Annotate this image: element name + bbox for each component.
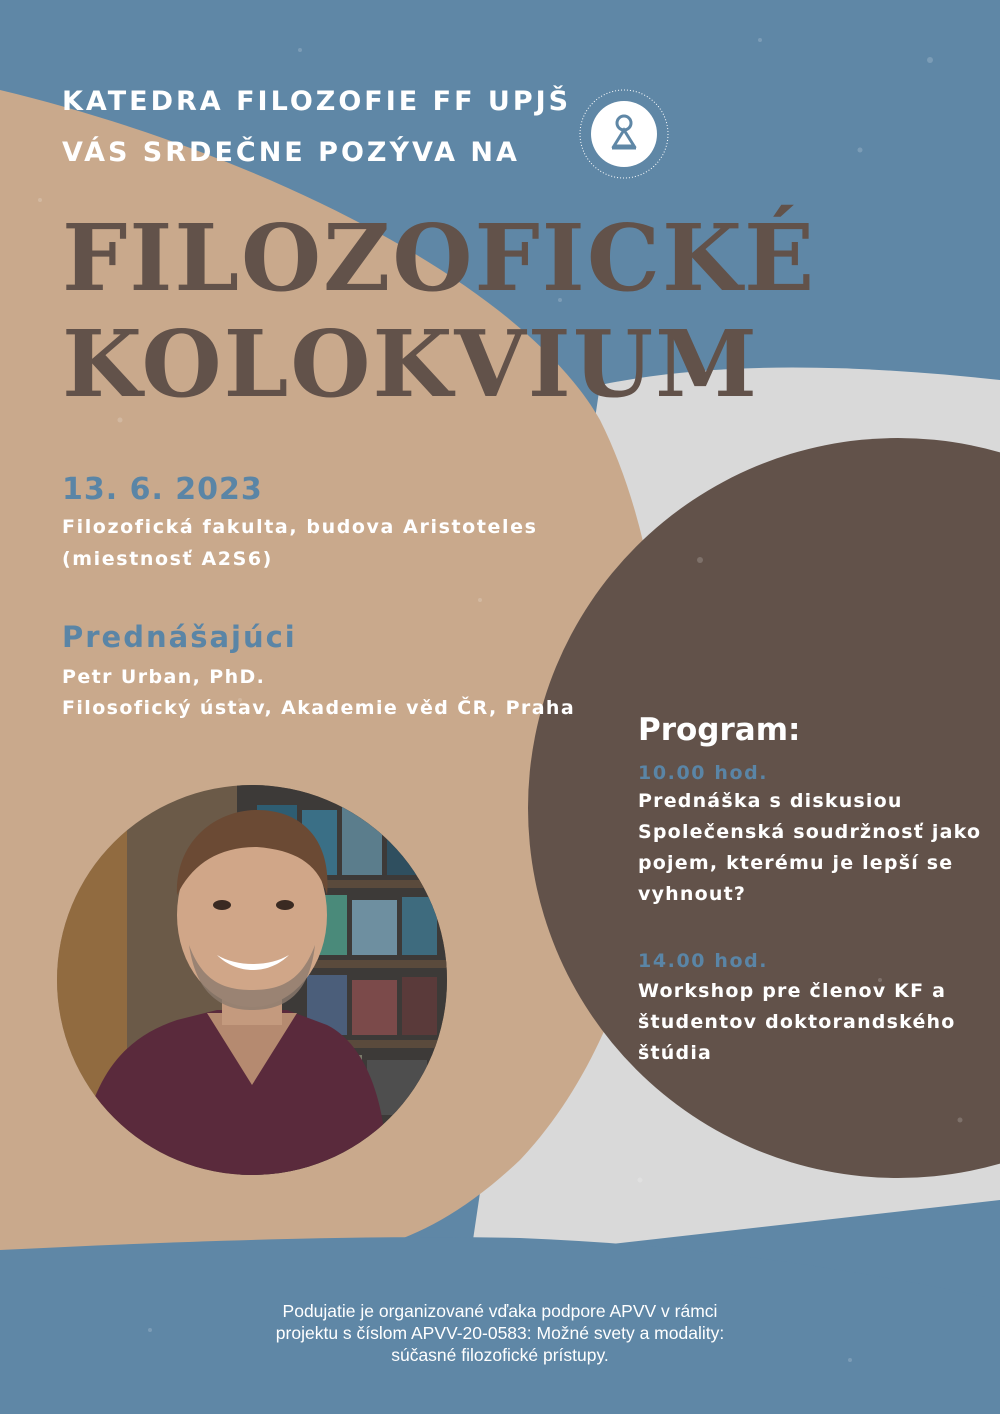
header-line-1: KATEDRA FILOZOFIE FF UPJŠ bbox=[62, 86, 572, 117]
program-item-2-time: 14.00 hod. bbox=[638, 950, 769, 972]
speaker-name: Petr Urban, PhD. bbox=[62, 666, 266, 688]
program-item-1-text: Prednáška s diskusiou Společenská soudržnosť jako pojem, kterému je lepší se vyhnout? bbox=[638, 790, 982, 905]
funding-note-line-3: súčasné filozofické prístupy. bbox=[391, 1345, 609, 1365]
title-line-2: KOLOKVIUM bbox=[62, 310, 759, 418]
funding-note bbox=[230, 1300, 770, 1366]
title-line-1: FILOZOFICKÉ bbox=[62, 204, 817, 312]
venue-line-2: (miestnosť A2S6) bbox=[62, 548, 273, 570]
funding-note-line-2: projektu s číslom APVV-20-0583: Možné svety a modality: bbox=[275, 1323, 725, 1343]
program-item-1-time: 10.00 hod. bbox=[638, 762, 769, 784]
funding-note-line-1: Podujatie je organizované vďaka podpore APVV v rámci bbox=[282, 1301, 718, 1321]
speaker-affiliation: Filosofický ústav, Akademie věd ČR, Praha bbox=[62, 697, 576, 719]
event-date: 13. 6. 2023 bbox=[62, 472, 263, 507]
program-item-2-text: Workshop pre členov KF a študentov doktorandského štúdia bbox=[638, 980, 956, 1064]
header-line-2: VÁS SRDEČNE POZÝVA NA bbox=[62, 137, 520, 168]
speaker-heading: Prednášajúci bbox=[62, 620, 297, 654]
program-heading: Program: bbox=[638, 712, 801, 748]
venue-line-1: Filozofická fakulta, budova Aristoteles bbox=[62, 516, 538, 538]
faculty-logo bbox=[578, 88, 670, 180]
speaker-photo bbox=[57, 785, 447, 1175]
